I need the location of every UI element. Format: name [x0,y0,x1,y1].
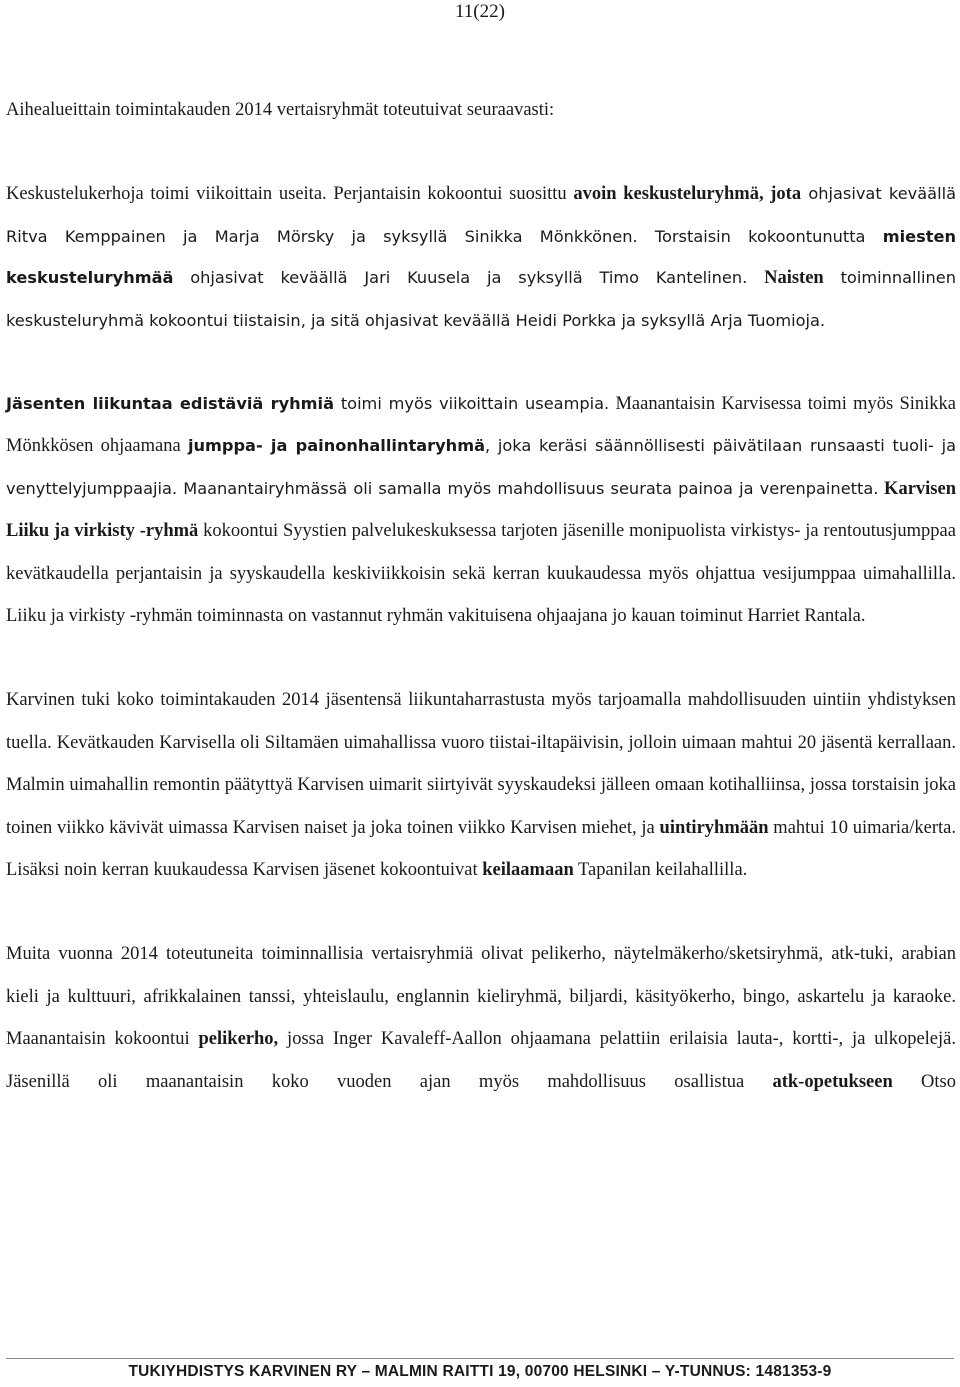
text-segment: toiminnallinen keskusteluryhmä kokoontui tiistaisin, ja sitä ohjasivat keväällä Heidi Porkka ja syksyllä Arja Tuomioja. [6,268,956,330]
text-segment: Tapanilan keilahallilla. [573,860,748,880]
page-footer: TUKIYHDISTYS KARVINEN RY – MALMIN RAITTI 19, 00700 HELSINKI – Y-TUNNUS: 1481353-9 [128,1363,832,1380]
text-segment: jossa Inger Kavaleff-Aallon ohjaamana pelattiin erilaisia lauta-, kortti-, ja ulkopelejä. Jäsenillä oli maanantaisin koko vuoden ajan myös mahdollisuus osallistua [6,1029,956,1092]
paragraph-gap [6,132,956,174]
paragraph-exercise-groups [6,383,956,638]
bold-phrase: avoin keskusteluryhmä, jota [573,184,802,204]
paragraph-gap [6,341,956,383]
text-segment: , joka keräsi säännöllisesti päivätilaan runsaasti tuoli- ja venyttelyjumppaajia. Maanantairyhmässä oli samalla myös mahdollisuus seurata painoa ja verenpainetta. [6,436,956,498]
text-segment: ohjasivat keväällä Jari Kuusela ja syksyllä Timo Kantelinen. [173,268,765,287]
text-segment: mahtui 10 uimaria/kerta. Lisäksi noin kerran kuukaudessa Karvisen jäsenet kokoontuivat [6,817,956,880]
text-segment: Karvinen tuki koko toimintakauden 2014 jäsentensä liikuntaharrastusta myös tarjoamalla mahdollisuuden uintiin yhdistyksen tuella. Kevätkauden Karvisella oli Siltamäen uimahallissa vuoro tiistai-iltapäivisin, jolloin uimaan mahtui 20 jäsentä kerrallaan. Malmin uimahallin remontin päätyttyä Karvisen uimarit siirtyivät syyskaudeksi jälleen omaan kotihalliinsa, jossa torstaisin joka toinen viikko kävivät uimassa Karvisen naiset ja joka toinen viikko Karvisen miehet, ja [6,690,956,838]
text-segment: Muita vuonna 2014 toteutuneita toiminnallisia vertaisryhmiä olivat pelikerho, näytelmäkerho/sketsiryhmä, atk-tuki, arabian kieli ja kulttuuri, afrikkalainen tanssi, yhteislaulu, englannin kieliryhmä, biljardi, käsityökerho, bingo, askartelu ja karaoke. Maanantaisin kokoontui [6,944,956,1049]
text-segment: ohjasivat keväällä Ritva Kemppainen ja Marja Mörsky ja syksyllä Sinikka Mönkkönen. Torstaisin kokoontunutta [6,184,956,246]
text-segment: Maanantaisin Karvisessa toimi myös Sinikka Mönkkösen ohjaamana [6,393,956,456]
intro-paragraph: Aihealueittain toimintakauden 2014 vertaisryhmät toteutuivat seuraavasti: [6,100,555,120]
bold-phrase: Jäsenten liikuntaa edistäviä ryhmiä [6,393,335,413]
text-segment: Liiku ja virkisty -ryhmän toiminnasta on vastannut ryhmän vakituisena ohjaajana jo kauan toiminut Harriet Rantala. [6,606,866,626]
paragraph-swimming [6,679,956,892]
footer-divider [6,1358,954,1359]
paragraph-discussion-groups [6,173,956,341]
paragraph-gap [6,638,956,680]
bold-phrase: Karvisen Liiku ja virkisty -ryhmä [6,478,956,541]
bold-phrase: jumppa- ja painonhallintaryhmä [187,436,485,455]
paragraph-other-groups [6,933,956,1103]
bold-phrase: miesten keskusteluryhmää [6,226,956,287]
text-segment: Keskustelukerhoja toimi viikoittain useita. Perjantaisin kokoontui suosittu [6,184,574,204]
text-segment: kokoontui Syystien palvelukeskuksessa tarjoten jäsenille monipuolista virkistys- ja rentoutusjumppaa kevätkaudella perjantaisin ja syyskaudella keskiviikkoisin sekä kerran kuukaudessa myös ohjattua vesijumppaa uimahallilla. [6,521,956,584]
document-body [6,90,956,1103]
bold-phrase: keilaamaan [482,860,574,880]
bold-phrase: Naisten [764,268,824,288]
page-number: 11(22) [455,1,505,22]
bold-phrase: atk-opetukseen [772,1071,893,1092]
bold-phrase: pelikerho, [198,1029,279,1049]
text-segment: Otso [892,1071,957,1092]
paragraph-gap [6,892,956,934]
bold-phrase: uintiryhmään [659,817,769,838]
text-segment: toimi myös viikoittain useampia. [334,393,610,413]
